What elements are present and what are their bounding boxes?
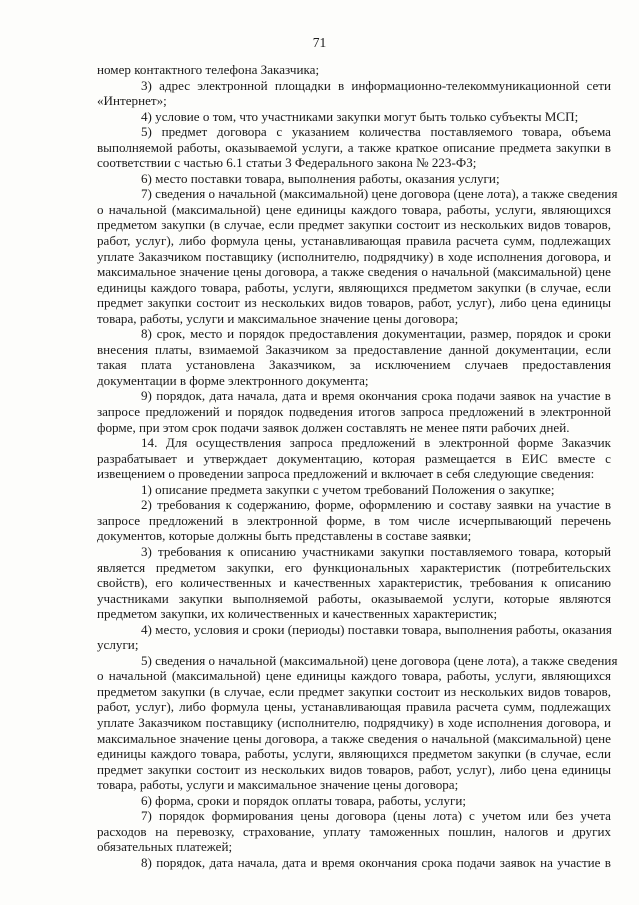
text-line: предметом закупки, их количественных и качественных характеристик; xyxy=(97,606,498,622)
text-line: работ, услуг), либо формула цены, устанавливающая правила расчета сумм, подлежащих xyxy=(97,233,611,249)
text-line: 4) условие о том, что участниками закупки могут быть только субъекты МСП; xyxy=(141,108,579,124)
text-line: услуги; xyxy=(97,637,139,653)
text-line: расходов на перевозку, страхование, уплату таможенных пошлин, налогов и других xyxy=(97,823,611,839)
text-line: 9) порядок, дата начала, дата и время окончания срока подачи заявок на участие в xyxy=(141,388,611,404)
text-line: выполняемой работы, оказываемой услуги, а также краткое описание предмета закупки в xyxy=(97,139,611,155)
text-line: максимальное значение цены договора, а также сведения о начальной (максимальной) цене xyxy=(97,730,611,746)
text-line: предметом закупки (в случае, если предмет закупки состоит из нескольких видов товаров, xyxy=(97,217,611,233)
text-line: о начальной (максимальной) цене единицы каждого товара, работы, услуги, являющихся xyxy=(97,201,611,217)
text-line: запросе предложений и порядок подведения итогов запроса предложений в электронной xyxy=(97,404,611,420)
text-line: 2) требования к содержанию, форме, оформлению и составу заявки на участие в xyxy=(141,497,611,513)
text-line: свойств), его количественных и качественных характеристик, требования к описанию xyxy=(97,575,611,591)
text-line: «Интернет»; xyxy=(97,93,167,109)
text-line: форме, при этом срок подачи заявок должен составлять не менее пяти рабочих дней. xyxy=(97,419,570,435)
text-line: номер контактного телефона Заказчика; xyxy=(97,62,320,77)
text-line: 5) сведения о начальной (максимальной) цене договора (цене лота), а также сведения xyxy=(141,652,618,668)
text-line: предметом закупки (в случае, если предмет закупки состоит из нескольких видов товаров, xyxy=(97,683,611,699)
text-line: единицы каждого товара, работы, услуги, являющихся предметом закупки (в случае, если xyxy=(97,279,611,295)
text-line: является предметом закупки, его функциональных характеристик (потребительских xyxy=(97,559,611,575)
text-line: предмет закупки состоит из нескольких видов товаров, работ, услуг), либо цена единицы xyxy=(97,761,611,777)
document-body xyxy=(97,62,618,870)
text-line: 4) место, условия и сроки (периоды) поставки товара, выполнения работы, оказания xyxy=(141,621,612,637)
page-number: 71 xyxy=(312,35,327,50)
text-line: извещением о проведении запроса предложений и включает в себя следующие сведения: xyxy=(97,466,595,482)
text-line: 6) форма, сроки и порядок оплаты товара, работы, услуги; xyxy=(141,792,467,808)
text-line: о начальной (максимальной) цене единицы каждого товара, работы, услуги, являющихся xyxy=(97,668,611,684)
text-line: 3) требования к описанию участниками закупки поставляемого товара, который xyxy=(141,543,611,559)
text-line: максимальное значение цены договора, а также сведения о начальной (максимальной) цене xyxy=(97,264,611,280)
text-line: 3) адрес электронной площадки в информационно-телекоммуникационной сети xyxy=(141,77,611,93)
text-line: 8) срок, место и порядок предоставления документации, размер, порядок и сроки xyxy=(141,326,611,342)
text-line: единицы каждого товара, работы, услуги, являющихся предметом закупки (в случае, если xyxy=(97,746,611,762)
text-line: 6) место поставки товара, выполнения работы, оказания услуги; xyxy=(141,170,500,186)
text-line: разрабатывает и утверждает документацию, которая размещается в ЕИС вместе с xyxy=(97,450,611,466)
text-line: уплате Заказчиком поставщику (исполнителю, подрядчику) в ходе исполнения договора, и xyxy=(97,714,611,730)
text-line: уплате Заказчиком поставщику (исполнителю, подрядчику) в ходе исполнения договора, и xyxy=(97,248,611,264)
text-line: 7) сведения о начальной (максимальной) цене договора (цене лота), а также сведения xyxy=(141,186,618,202)
text-line: товара, работы, услуги и максимальное значение цены договора; xyxy=(97,777,459,793)
text-line: 1) описание предмета закупки с учетом требований Положения о закупке; xyxy=(141,481,555,497)
text-line: соответствии с частью 6.1 статьи 3 Федерального закона № 223-ФЗ; xyxy=(97,155,477,171)
text-line: такая плата установлена Заказчиком, за исключением случаев предоставления xyxy=(97,357,611,373)
text-line: участниками закупки выполняемой работы, оказываемой услуги, которые являются xyxy=(97,590,611,606)
text-line: работ, услуг), либо формула цены, устанавливающая правила расчета сумм, подлежащих xyxy=(97,699,611,715)
text-line: документов, которые должны быть представлены в составе заявки; xyxy=(97,528,472,544)
text-line: предмет закупки состоит из нескольких видов товаров, работ, услуг), либо цена единицы xyxy=(97,295,611,311)
text-line: 7) порядок формирования цены договора (цены лота) с учетом или без учета xyxy=(141,808,611,824)
text-line: внесения платы, взимаемой Заказчиком за предоставление данной документации, если xyxy=(97,341,611,357)
text-line: запросе предложений в электронной форме, в том числе исчерпывающий перечень xyxy=(97,512,611,528)
text-line: документации в форме электронного документа; xyxy=(97,372,369,388)
text-line: обязательных платежей; xyxy=(97,839,233,855)
text-line: 14. Для осуществления запроса предложений в электронной форме Заказчик xyxy=(141,435,611,451)
text-line: 8) порядок, дата начала, дата и время окончания срока подачи заявок на участие в xyxy=(141,854,611,870)
text-line: товара, работы, услуги и максимальное значение цены договора; xyxy=(97,310,459,326)
text-line: 5) предмет договора с указанием количества поставляемого товара, объема xyxy=(141,124,611,140)
